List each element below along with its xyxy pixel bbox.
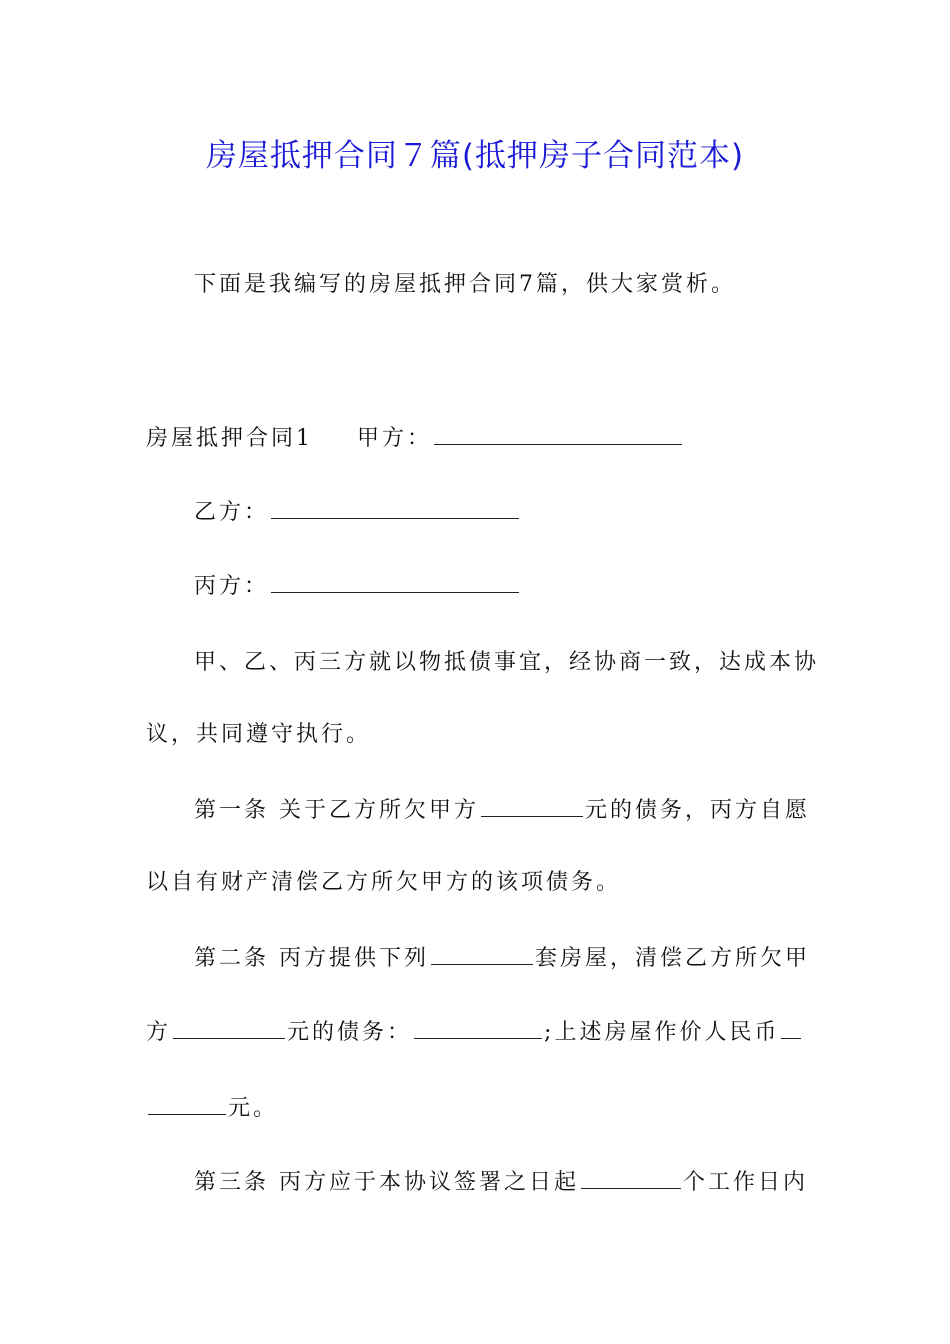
article-3-days-blank bbox=[581, 1166, 681, 1189]
party-c-label: 丙方： bbox=[194, 574, 270, 599]
article-2-price-blank-b bbox=[148, 1092, 226, 1115]
article-1-amount-blank bbox=[481, 794, 583, 817]
article-3-text-a: 第三条 丙方应于本协议签署之日起 bbox=[194, 1170, 579, 1195]
party-c-line bbox=[194, 570, 521, 602]
article-3-text-b: 个工作日内 bbox=[683, 1170, 809, 1195]
article-2-line-3 bbox=[146, 1092, 278, 1124]
article-1-text-b: 元的债务，丙方自愿 bbox=[585, 798, 811, 823]
article-2-text-e: ;上述房屋作价人民币 bbox=[544, 1020, 780, 1045]
article-2-line-1 bbox=[194, 942, 810, 974]
contract-heading-line bbox=[146, 422, 684, 454]
intro-paragraph: 下面是我编写的房屋抵押合同7篇，供大家赏析。 bbox=[194, 272, 736, 297]
article-1-line-1 bbox=[194, 794, 810, 826]
party-b-line bbox=[194, 496, 521, 528]
document-title: 房屋抵押合同７篇(抵押房子合同范本) bbox=[205, 138, 745, 174]
preamble-line-2: 议，共同遵守执行。 bbox=[146, 722, 372, 747]
article-2-amount-blank bbox=[173, 1016, 285, 1039]
article-1-line-2: 以自有财产清偿乙方所欠甲方的该项债务。 bbox=[146, 870, 622, 895]
article-2-price-blank-a bbox=[781, 1016, 801, 1039]
article-2-text-c: 方 bbox=[146, 1020, 172, 1045]
article-1-text-a: 第一条 关于乙方所欠甲方 bbox=[194, 798, 479, 823]
article-2-house-blank bbox=[414, 1016, 542, 1039]
article-3-line-1 bbox=[194, 1166, 808, 1198]
article-2-text-d: 元的债务： bbox=[287, 1020, 413, 1045]
preamble-line-1: 甲、乙、丙三方就以物抵债事宜，经协商一致，达成本协 bbox=[194, 650, 820, 675]
article-2-text-b: 套房屋，清偿乙方所欠甲 bbox=[535, 946, 811, 971]
article-2-text-f: 元。 bbox=[228, 1096, 279, 1121]
party-c-blank bbox=[271, 570, 519, 593]
article-2-count-blank bbox=[431, 942, 533, 965]
article-2-text-a: 第二条 丙方提供下列 bbox=[194, 946, 429, 971]
party-b-blank bbox=[271, 496, 519, 519]
article-2-line-2 bbox=[146, 1016, 803, 1048]
party-a-label: 甲方： bbox=[357, 426, 433, 451]
contract-heading: 房屋抵押合同1 bbox=[146, 426, 313, 451]
party-a-blank bbox=[434, 422, 682, 445]
party-b-label: 乙方： bbox=[194, 500, 270, 525]
